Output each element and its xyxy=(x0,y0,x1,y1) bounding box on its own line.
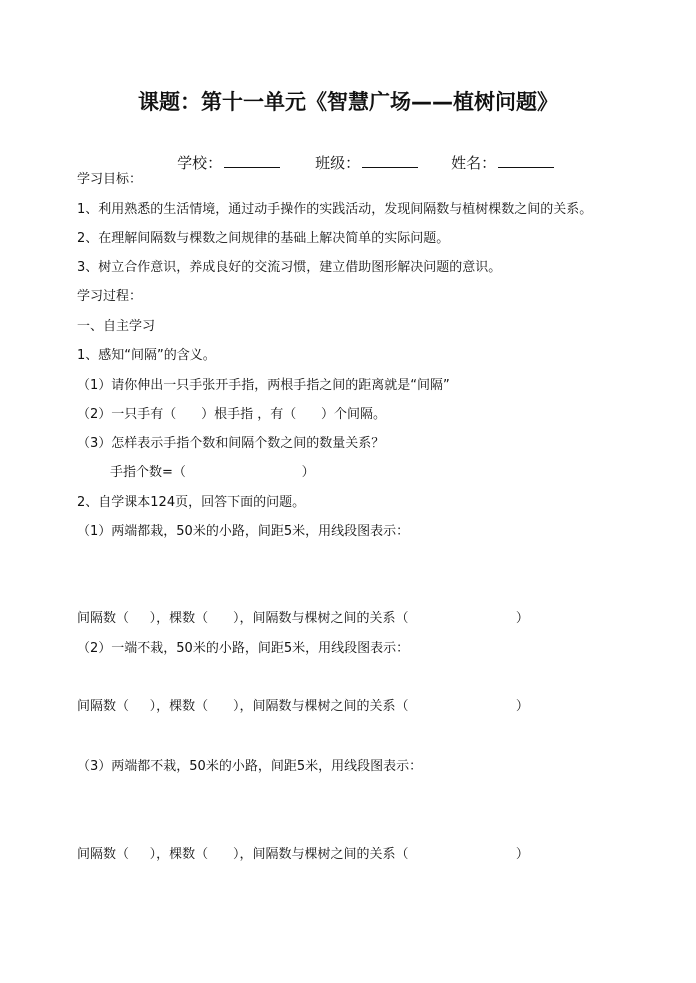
question-1-title: 1、感知“间隔”的含义。 xyxy=(77,348,216,363)
question-1-part-3: （3）怎样表示手指个数和间隔个数之间的数量关系？ xyxy=(77,436,385,451)
case-1-prompt: （1）两端都栽，50米的小路，间距5米，用线段图表示： xyxy=(77,524,410,539)
name-field xyxy=(432,130,554,196)
case-2-answer: 间隔数（ ），棵数（ ），间隔数与棵树之间的关系（ ） xyxy=(77,699,529,714)
student-info-row xyxy=(0,130,696,172)
school-blank xyxy=(224,152,280,168)
objective-item-1: 1、利用熟悉的生活情境，通过动手操作的实践活动，发现间隔数与植树棵数之间的关系。 xyxy=(77,202,593,217)
question-2-title: 2、自学课本124页，回答下面的问题。 xyxy=(77,495,306,510)
objective-item-3: 3、树立合作意识，养成良好的交流习惯，建立借助图形解决问题的意识。 xyxy=(77,260,502,275)
process-heading: 学习过程： xyxy=(77,289,143,304)
question-1-part-2: （2）一只手有（ ）根手指 ，有（ ）个间隔。 xyxy=(77,407,386,422)
case-3-prompt: （3）两端都不栽，50米的小路，间距5米，用线段图表示： xyxy=(77,759,423,774)
case-2-prompt: （2）一端不栽，50米的小路，间距5米，用线段图表示： xyxy=(77,641,410,656)
name-blank xyxy=(498,152,554,168)
case-1-answer: 间隔数（ ），棵数（ ），间隔数与棵树之间的关系（ ） xyxy=(77,611,529,626)
question-1-formula: 手指个数=（ ） xyxy=(110,465,315,480)
class-label: 班级： xyxy=(315,154,361,172)
name-label: 姓名： xyxy=(451,154,497,172)
objectives-heading: 学习目标： xyxy=(77,172,143,187)
class-blank xyxy=(362,152,418,168)
school-field xyxy=(158,130,280,196)
class-field xyxy=(296,130,418,196)
section-self-study: 一、自主学习 xyxy=(77,319,156,334)
question-1-part-1: （1）请你伸出一只手张开手指，两根手指之间的距离就是“间隔” xyxy=(77,378,450,393)
objective-item-2: 2、在理解间隔数与棵数之间规律的基础上解决简单的实际问题。 xyxy=(77,231,450,246)
page-title: 课题：第十一单元《智慧广场——植树问题》 xyxy=(138,90,558,114)
school-label: 学校： xyxy=(177,154,223,172)
case-3-answer: 间隔数（ ），棵数（ ），间隔数与棵树之间的关系（ ） xyxy=(77,847,529,862)
